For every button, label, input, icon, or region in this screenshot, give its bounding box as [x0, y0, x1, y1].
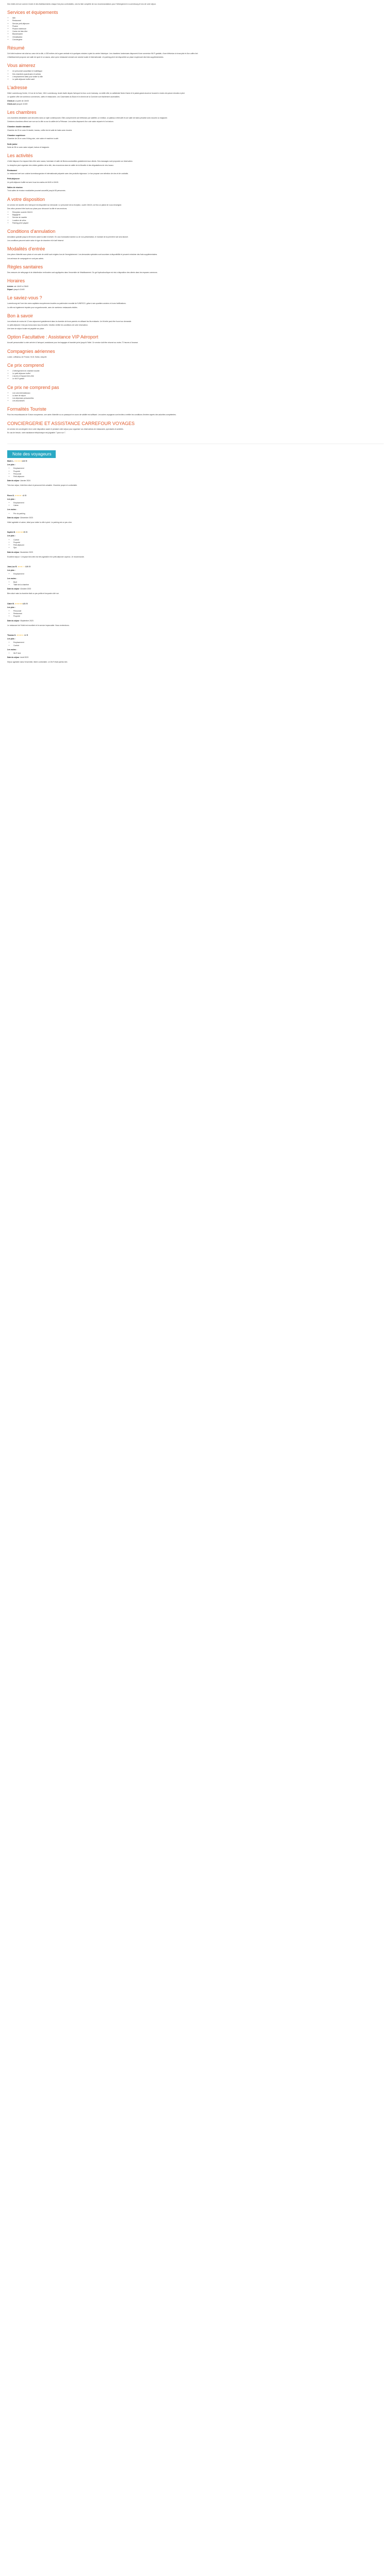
review-text: Hôtel agréable et calme, idéal pour visiter la ville à pied. Le parking est un peu cher.: [7, 521, 72, 524]
section-title: Bon à savoir: [7, 313, 34, 318]
section-accueil: [7, 63, 384, 81]
section-conciergerie: [7, 421, 384, 434]
section-list: [7, 17, 384, 41]
list-item: • Service petit-déjeuner: [12, 23, 384, 25]
review-card: [7, 566, 384, 596]
review-text: Excellent séjour ! L'espace bien-être est très agréable et le petit-déjeuner copieux. Je recommande.: [7, 555, 85, 558]
section-title: Services et équipements: [7, 10, 58, 15]
section-title: Horaires: [7, 278, 25, 283]
review-date: [7, 551, 384, 554]
info-value: jusqu'à 11h00: [13, 289, 25, 291]
section-paragraph: Accueil personnalisé à votre arrivée à l'aéroport, assistance pour les bagages et transfert privé jusqu'à l'hôtel. Ce service doit être réservé au moins 72 heures à l'avance.: [7, 342, 139, 344]
likes-list: [7, 573, 384, 575]
review-date-label: Date du séjour :: [7, 656, 21, 659]
likes-label: Les plus :: [7, 606, 15, 608]
like-item: • Personnel: [13, 610, 384, 613]
section-horaires: [7, 278, 384, 291]
likes-label: Les plus :: [7, 464, 15, 466]
list-item: • Conciergerie: [12, 39, 384, 41]
review-meta: [7, 495, 384, 497]
list-item: • Le petit-déjeuner buffet: [12, 372, 384, 375]
section-paragraph: En cas de besoin, notre assistance téléphonique est joignable 7 jours sur 7.: [7, 431, 66, 434]
like-item: • Propreté: [13, 470, 384, 473]
likes-label: Les plus :: [7, 498, 15, 500]
section-paragraph: Une taxe de séjour locale est payable sur place.: [7, 328, 45, 330]
section-regles: [7, 264, 384, 274]
review-date: [7, 620, 384, 622]
subsection-title: Restaurant: [7, 169, 17, 172]
subsection-title: Chambre supérieure: [7, 134, 25, 137]
list-item: • Réception ouverte 24h/24: [12, 211, 384, 214]
section-paragraph: L'établissement propose une salle de sport et un sauna, ainsi qu'un restaurant servant une cuisine locale et internationale. Un parking privé est disponible sur place moyennant des frais supplémentaires.: [7, 56, 164, 59]
section-title: L'adresse: [7, 85, 27, 91]
subsection-title: Suite junior: [7, 143, 18, 145]
reviews-list: [7, 460, 384, 664]
subsection-title: Petit-déjeuner: [7, 178, 20, 180]
list-item: • Piscine extérieure: [12, 28, 384, 30]
section-paragraph: Des mesures de nettoyage et de désinfection renforcées sont appliquées dans l'ensemble de l'établissement. Du gel hydroalcoolique est mis à disposition des clients dans les espaces communs.: [7, 271, 158, 274]
reviews-section: [7, 444, 384, 664]
list-item: • La taxe de séjour: [12, 395, 384, 397]
subsection-text: Le restaurant sert une cuisine luxembourgeoise et internationale préparée avec des produits régionaux. Le bar propose une sélection de vins et de cocktails.: [7, 173, 129, 175]
review-meta: [7, 634, 384, 637]
dislike-item: • Taille de la chambre: [13, 584, 384, 586]
likes-label: Les plus :: [7, 569, 15, 572]
info-key: Check-in :: [7, 99, 16, 102]
review-date-label: Date du séjour :: [7, 588, 21, 590]
info-value: à partir de 14h00: [15, 99, 29, 102]
dislikes-label: Les moins :: [7, 509, 17, 511]
list-item: • Service de navette: [12, 216, 384, 219]
section-list: [7, 370, 384, 381]
subsection-title: Chambre double standard: [7, 126, 30, 128]
list-item: • Restaurant: [12, 20, 384, 22]
section-paragraph: Luxembourg est l'une des rares capitales européennes inscrites au patrimoine mondial de l'UNESCO, grâce à ses quartiers anciens et à ses fortifications.: [7, 302, 126, 305]
review-date-label: Date du séjour :: [7, 480, 21, 482]
section-nonprix: [7, 385, 384, 403]
subsection-text: Chambre de 20 m² avec lit double, bureau, coffre-fort et salle de bains avec douche.: [7, 129, 73, 131]
dislikes-list: [7, 652, 384, 655]
review-text: Le restaurant de l'hôtel est excellent et le service impeccable. Nous reviendrons.: [7, 624, 70, 626]
sections-container: [7, 10, 384, 434]
section-list: [7, 211, 384, 225]
review-date-value: Décembre 2023: [20, 516, 33, 519]
like-item: • Confort: [13, 539, 384, 541]
section-acces: [7, 197, 384, 225]
section-title: A votre disposition: [7, 196, 45, 202]
dislike-item: • Bruit: [13, 581, 384, 584]
section-title: Les chambres: [7, 110, 37, 115]
review-author: Sophie M.: [7, 531, 16, 534]
likes-list: [7, 502, 384, 507]
review-meta: [7, 460, 384, 463]
info-line: [7, 103, 384, 106]
review-text: Très bon séjour, hôtel bien situé et personnel très aimable. Chambre propre et confortable.: [7, 484, 77, 487]
subsection-text: Trois salles de réunion modulables pouvant accueillir jusqu'à 80 personnes.: [7, 190, 66, 192]
review-author: Jean-Luc R.: [7, 565, 18, 568]
list-item: • Parking privé payant: [12, 222, 384, 225]
section-mode: [7, 246, 384, 260]
likes-label: Les plus :: [7, 638, 15, 640]
section-title: Résumé: [7, 45, 25, 51]
list-item: • Piscine: [12, 25, 384, 28]
dislikes-label: Les moins :: [7, 577, 17, 580]
review-score: 4 / 5: [23, 494, 26, 497]
section-paragraph: Certaines chambres offrent une vue sur la ville ou sur la vallée de la Pétrusse. Les suites disposent d'un coin salon séparé et d'un balcon.: [7, 121, 114, 123]
list-item: • Le Wi-Fi gratuit: [12, 378, 384, 380]
section-paragraph: Les conditions peuvent varier selon le type de chambre et le tarif réservé.: [7, 240, 64, 242]
section-cadre: [7, 85, 384, 106]
section-paragraph: Le quartier offre de nombreux commerces, cafés et restaurants. Les Casemates du Bock et le chemin de la Corniche sont facilement accessibles.: [7, 96, 120, 98]
dislikes-list: [7, 513, 384, 515]
section-paragraph: Hôtel Luxembourg Centre, 12 rue de la Gare, 1611 Luxembourg. Accès facile depuis l'aéroport en bus ou en tramway. La vieille ville, la cathédrale Notre-Dame et le palais grand-ducal se trouvent à moins de quinze minutes à pied.: [7, 92, 185, 95]
list-item: • Les vols internationaux: [12, 392, 384, 395]
subsection-text: Suite de 38 m² avec salon séparé, balcon et baignoire.: [7, 146, 50, 149]
list-item: • L'hébergement en chambre double: [12, 370, 384, 372]
review-card: [7, 495, 384, 524]
section-lecture: [7, 295, 384, 309]
like-item: • Propreté: [13, 541, 384, 544]
section-list: [7, 392, 384, 403]
rating-stars-icon: ★★★★★: [14, 602, 23, 605]
list-item: • Location de vélos: [12, 219, 384, 222]
review-date-value: Septembre 2023: [20, 619, 34, 622]
list-item: • Wifi: [12, 17, 384, 20]
review-date: [7, 588, 384, 590]
section-conditions: [7, 229, 384, 242]
list-item: • Blanchisserie: [12, 33, 384, 36]
likes-list: [7, 539, 384, 550]
section-paragraph: Une pièce d'identité avec photo et une carte de crédit sont exigées lors de l'enregistrement. Les demandes spéciales sont soumises à disponibilité et peuvent entraîner des frais supplémentaires.: [7, 253, 158, 256]
review-date-value: Octobre 2023: [20, 588, 31, 590]
review-meta: [7, 531, 384, 534]
review-author: Thomas K.: [7, 634, 17, 636]
info-key: Départ :: [7, 289, 14, 291]
review-score: 4.5 / 5: [22, 602, 28, 605]
review-date-label: Date du séjour :: [7, 516, 21, 519]
section-option: [7, 334, 384, 344]
intro-text: Des hôtels de luxe comme Zurich et des établissements chaque fois plus confortables, voici la liste complète de nos recommandations pour l'hébergement à Luxembourg et lors de votre séjour.: [7, 3, 156, 5]
list-item: • Centre de bien-être: [12, 30, 384, 33]
dislikes-list: [7, 581, 384, 586]
like-item: • Personnel: [13, 473, 384, 476]
list-item: • Le petit-déjeuner buffet varié: [12, 78, 384, 81]
section-paragraph: Les chambres climatisées sont décorées dans un style contemporain. Elles comprennent une télévision par satellite, un minibar, un plateau à thé/café et une salle de bains privative avec douche ou baignoire.: [7, 117, 168, 120]
list-item: • Les dépenses personnelles: [12, 397, 384, 400]
section-paragraph: Les animaux de compagnie ne sont pas admis.: [7, 257, 44, 260]
section-title: CONCIERGERIE ET ASSISTANCE CARREFOUR VOYAGES: [7, 420, 135, 426]
review-date-value: Novembre 2023: [20, 551, 33, 553]
like-item: • Spa: [13, 547, 384, 549]
section-paragraph: Cet hôtel moderne est situé au cœur de la ville, à 300 mètres de la gare centrale et à quelques minutes à pied du centre historique. Les chambres lumineuses disposent d'une connexion Wi-Fi gratuite, d'une télévision à écran plat et d'un coffre-fort.: [7, 53, 199, 55]
subsection-title: Salles de réunion: [7, 186, 23, 189]
section-title: Règles sanitaires: [7, 264, 43, 269]
section-paragraph: Pour les ressortissants de l'Union européenne, une carte d'identité ou un passeport en cours de validité est suffisant. Les autres voyageurs sont invités à vérifier les conditions d'entrée auprès des autorités compétentes.: [7, 414, 176, 416]
rating-stars-icon: ★★★★☆: [14, 494, 23, 497]
dislike-item: • Prix du parking: [13, 513, 384, 515]
section-list: [7, 70, 384, 81]
review-date-value: Août 2023: [20, 656, 29, 659]
review-date-value: Janvier 2024: [20, 480, 31, 482]
list-item: • Bagagerie: [12, 214, 384, 216]
info-line: [7, 285, 384, 288]
list-item: • Un personnel accueillant et multilingue: [12, 70, 384, 73]
like-item: • Emplacement: [13, 502, 384, 504]
info-value: jusqu'à 11h00: [17, 103, 28, 105]
section-bon: [7, 313, 384, 331]
review-author: Claire B.: [7, 602, 14, 605]
info-value: de 14h00 à 23h00: [14, 285, 29, 287]
section-prix: [7, 363, 384, 381]
info-key: Check-out :: [7, 103, 17, 105]
section-title: Option Facultative : Assistance VIP Aéroport: [7, 334, 99, 340]
rating-stars-icon: ★★★★★: [14, 460, 22, 463]
section-paragraph: Luxair, Lufthansa, Air France, KLM, Swiss, easyJet.: [7, 355, 47, 358]
reviews-header: Note des voyageurs: [7, 450, 56, 458]
section-title: Ce prix ne comprend pas: [7, 384, 59, 390]
info-line: [7, 289, 384, 291]
subsection-text: Un petit-déjeuner buffet est servi tous les matins de 6h30 à 10h30.: [7, 181, 59, 183]
like-item: • Emplacement: [13, 467, 384, 470]
review-author: Marie L.: [7, 460, 14, 463]
review-date: [7, 517, 384, 519]
review-card: [7, 460, 384, 487]
review-score: 3.5 / 5: [25, 565, 30, 568]
section-title: Ce prix comprend: [7, 362, 44, 368]
rating-stars-icon: ★★★★☆: [17, 634, 25, 636]
section-title: Vous aimerez: [7, 63, 36, 69]
like-item: • Restaurant: [13, 613, 384, 615]
info-line: [7, 100, 384, 103]
list-item: • Des chambres spacieuses et calmes: [12, 73, 384, 76]
list-item: • L'accès à l'espace bien-être: [12, 375, 384, 378]
like-item: • Emplacement: [13, 641, 384, 644]
section-formalites: [7, 406, 384, 416]
section-title: Modalités d'entrée: [7, 246, 45, 252]
review-date: [7, 480, 384, 482]
like-item: • Propreté: [13, 615, 384, 618]
section-title: Le saviez-vous ?: [7, 295, 42, 301]
likes-list: [7, 610, 384, 618]
review-score: 4.5 / 5: [22, 460, 27, 463]
info-key: Arrivée :: [7, 285, 14, 287]
dislike-item: • Wi-Fi lent: [13, 652, 384, 655]
section-paragraph: L'hôtel dispose d'un espace bien-être avec sauna, hammam et salle de fitness accessibles gratuitement aux clients. Des massages sont proposés sur réservation.: [7, 160, 133, 163]
section-loisirs: [7, 153, 384, 192]
section-paragraph: Annulation gratuite jusqu'à 48 heures avant la date d'arrivée. En cas d'annulation tardive ou de non-présentation, le montant de la première nuit sera facturé.: [7, 235, 128, 238]
likes-list: [7, 641, 384, 647]
likes-list: [7, 467, 384, 478]
review-date-label: Date du séjour :: [7, 619, 21, 622]
review-card: [7, 634, 384, 664]
section-paragraph: Un service de navette vers l'aéroport est disponible sur demande. Le personnel de la réception, ouvert 24h/24, se fera un plaisir de vous renseigner.: [7, 204, 122, 206]
rating-stars-icon: ★★★★★: [15, 531, 24, 534]
review-meta: [7, 603, 384, 605]
review-card: [7, 603, 384, 627]
like-item: • Petit-déjeuner: [13, 544, 384, 547]
section-chambres: [7, 110, 384, 149]
dislikes-label: Les moins :: [7, 648, 17, 651]
review-meta: [7, 566, 384, 568]
review-score: 4 / 5: [24, 634, 28, 636]
section-paragraph: Le petit-déjeuner n'est pas inclus dans tous les tarifs. Veuillez vérifier les conditions de votre réservation.: [7, 324, 88, 326]
like-item: • Calme: [13, 504, 384, 507]
list-item: • Les assurances: [12, 400, 384, 402]
like-item: • Emplacement: [13, 573, 384, 575]
subsection-text: Chambre de 26 m² avec lit king-size, coin salon et machine à café.: [7, 138, 59, 140]
section-paragraph: La ville est également réputée pour sa gastronomie, avec de nombreux restaurants étoilés.: [7, 306, 78, 309]
list-item: • L'emplacement idéal pour visiter la ville: [12, 76, 384, 78]
section-paragraph: La réception peut organiser des visites guidées de la ville, des excursions dans la vallée de la Moselle et des dégustations de vins locaux.: [7, 164, 114, 166]
review-text: Séjour agréable dans l'ensemble, literie confortable. Le Wi-Fi était parfois lent.: [7, 661, 68, 664]
section-paragraph: Un service de conciergerie est à votre disposition avant et pendant votre séjour pour organiser vos réservations de restaurants, spectacles et activités.: [7, 428, 124, 430]
review-date: [7, 656, 384, 659]
section-title: Formalités Touriste: [7, 406, 46, 412]
section-paragraph: Les enfants de moins de 12 ans séjournent gratuitement dans la chambre de leurs parents en utilisant les lits existants. Un lit bébé peut être fourni sur demande.: [7, 320, 132, 323]
section-title: Compagnies aériennes: [7, 348, 55, 354]
rating-stars-icon: ★★★☆☆: [18, 565, 26, 568]
like-item: • Confort: [13, 645, 384, 647]
list-item: • Climatisation: [12, 36, 384, 39]
section-compagnie: [7, 349, 384, 359]
review-author: Pierre D.: [7, 494, 14, 497]
section-services: [7, 10, 384, 41]
review-date-label: Date du séjour :: [7, 551, 21, 553]
review-score: 5 / 5: [24, 531, 27, 534]
likes-label: Les plus :: [7, 535, 15, 537]
section-resume: [7, 45, 384, 59]
review-text: Bien situé mais la chambre était un peu petite et bruyante côté rue.: [7, 592, 59, 595]
section-title: Conditions d'annulation: [7, 228, 56, 234]
like-item: • Petit-déjeuner: [13, 476, 384, 478]
section-title: Les activités: [7, 153, 33, 159]
review-card: [7, 531, 384, 558]
section-paragraph: Des vélos peuvent être loués sur place pour découvrir la ville et ses environs.: [7, 207, 68, 210]
